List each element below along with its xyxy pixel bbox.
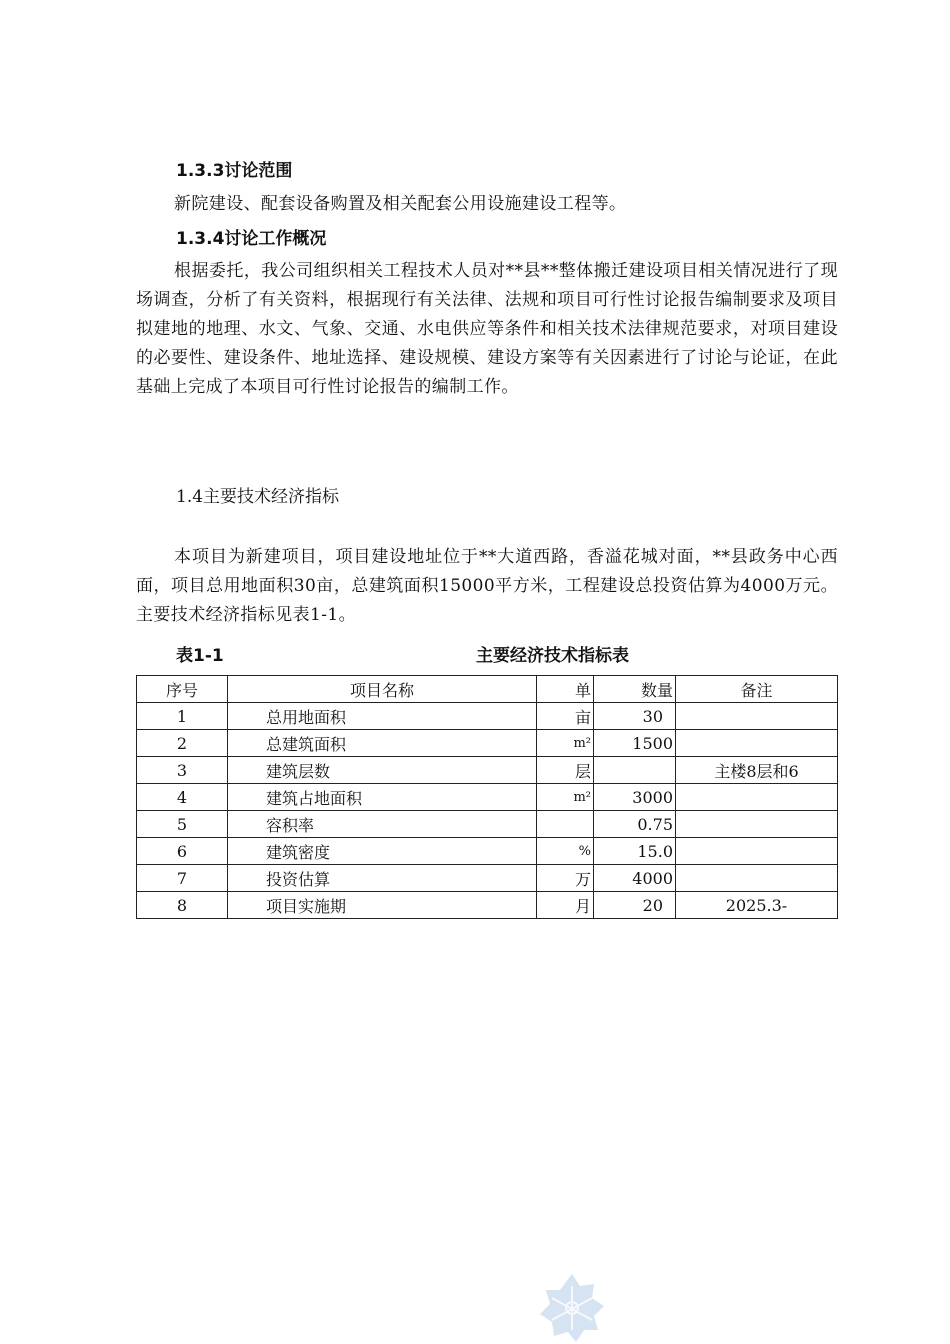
cell-note: [676, 811, 838, 838]
table-row: [137, 838, 838, 865]
table-row: [137, 703, 838, 730]
cell-name: 建筑占地面积: [228, 784, 537, 811]
table-row: [137, 757, 838, 784]
cell-qty: 30: [594, 703, 676, 730]
table-row: [137, 865, 838, 892]
cell-unit: 月: [537, 892, 594, 919]
cell-note: [676, 838, 838, 865]
cell-qty: 0.75: [594, 811, 676, 838]
cell-unit: 亩: [537, 703, 594, 730]
header-no: 序号: [137, 676, 228, 703]
cell-no: 8: [137, 892, 228, 919]
cell-qty: 20: [594, 892, 676, 919]
cell-name: 投资估算: [228, 865, 537, 892]
section-body-1-3-3: 新院建设、配套设备购置及相关配套公用设施建设工程等。: [174, 194, 627, 214]
cell-note: 2025.3-: [676, 892, 838, 919]
cell-note: [676, 865, 838, 892]
cell-no: 3: [137, 757, 228, 784]
cell-qty: 15.0: [594, 838, 676, 865]
cell-no: 7: [137, 865, 228, 892]
cell-qty: 3000: [594, 784, 676, 811]
header-qty: 数量: [594, 676, 676, 703]
cell-no: 1: [137, 703, 228, 730]
section-body-1-4: 本项目为新建项目，项目建设地址位于**大道西路，香溢花城对面，**县政务中心西面，项目总用地面积30亩，总建筑面积15000平方米，工程建设总投资估算为4000万元。主要技术经济指标见表1-1。: [136, 547, 838, 625]
cell-qty: [594, 757, 676, 784]
cell-note: [676, 784, 838, 811]
header-unit: 单: [537, 676, 594, 703]
cell-note: [676, 703, 838, 730]
cell-name: 总建筑面积: [228, 730, 537, 757]
cell-name: 项目实施期: [228, 892, 537, 919]
cell-name: 建筑层数: [228, 757, 537, 784]
snowflake-watermark-icon: [536, 1272, 608, 1344]
cell-unit: m²: [537, 730, 594, 757]
section-body-1-3-4: 根据委托，我公司组织相关工程技术人员对**县**整体搬迁建设项目相关情况进行了现场调查，分析了有关资料，根据现行有关法律、法规和项目可行性讨论报告编制要求及项目拟建地的地理、水文、气象、交通、水电供应等条件和相关技术法律规范要求，对项目建设的必要性、建设条件、地址选择、建设规模、建设方案等有关因素进行了讨论与论证，在此基础上完成了本项目可行性讨论报告的编制工作。: [136, 261, 838, 397]
table-title: 主要经济技术指标表: [476, 646, 629, 666]
cell-unit: 万: [537, 865, 594, 892]
table-row: [137, 811, 838, 838]
cell-name: 容积率: [228, 811, 537, 838]
table-header-row: [137, 676, 838, 703]
header-name: 项目名称: [228, 676, 537, 703]
cell-qty: 4000: [594, 865, 676, 892]
section-heading-1-4: 1.4主要技术经济指标: [176, 487, 340, 507]
cell-unit: 层: [537, 757, 594, 784]
cell-no: 5: [137, 811, 228, 838]
cell-no: 2: [137, 730, 228, 757]
cell-name: 总用地面积: [228, 703, 537, 730]
section-heading-1-3-3: 1.3.3讨论范围: [176, 161, 293, 181]
cell-no: 6: [137, 838, 228, 865]
table-row: [137, 892, 838, 919]
indicator-table: [136, 675, 838, 919]
cell-name: 建筑密度: [228, 838, 537, 865]
cell-unit: [537, 811, 594, 838]
cell-unit: m²: [537, 784, 594, 811]
cell-no: 4: [137, 784, 228, 811]
header-note: 备注: [676, 676, 838, 703]
section-heading-1-3-4: 1.3.4讨论工作概况: [176, 229, 327, 249]
table-row: [137, 784, 838, 811]
cell-qty: 1500: [594, 730, 676, 757]
table-row: [137, 730, 838, 757]
cell-note: 主楼8层和6: [676, 757, 838, 784]
cell-note: [676, 730, 838, 757]
table-label: 表1-1: [176, 646, 224, 666]
cell-unit: %: [537, 838, 594, 865]
